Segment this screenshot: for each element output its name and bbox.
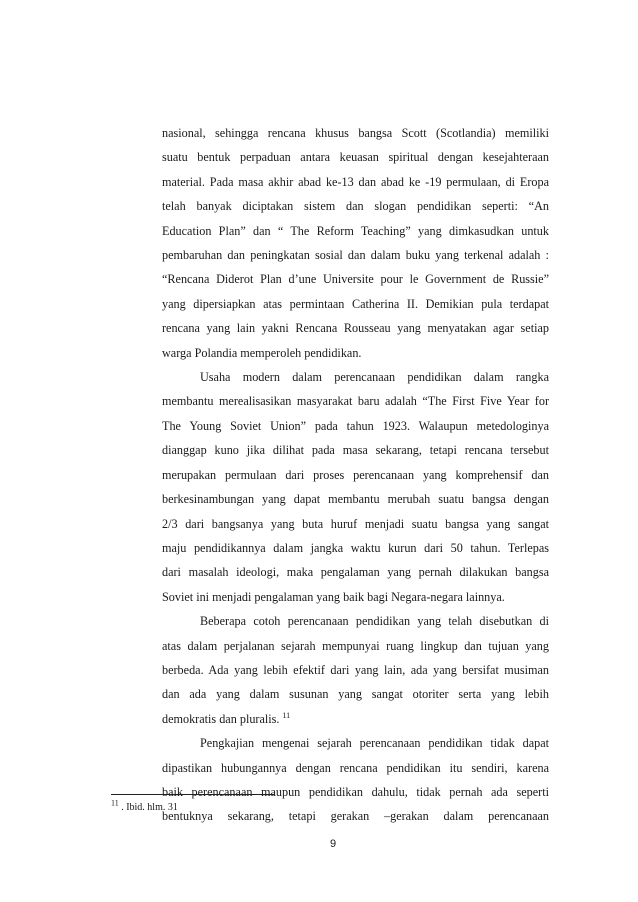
body-text <box>162 121 549 829</box>
text-line: dan ada yang dalam susunan yang sangat otoriter serta yang lebih <box>162 687 549 702</box>
paragraph-1 <box>162 121 549 365</box>
footnote-divider <box>111 794 275 795</box>
text-line: merupakan permulaan dari proses perencanaan yang komprehensif dan <box>162 467 549 482</box>
text-line: Usaha modern dalam perencanaan pendidikan dalam rangka <box>200 370 549 385</box>
text-line: dipastikan hubungannya dengan rencana pendidikan itu sendiri, karena <box>162 760 549 775</box>
text-line: 2/3 dari bangsanya yang buta huruf menjadi suatu bangsa yang sangat <box>162 516 549 531</box>
text-line: atas dalam perjalanan sejarah mempunyai ruang lingkup dan tujuan yang <box>162 638 549 653</box>
footnote-text: . Ibid. hlm. 31 <box>121 802 178 813</box>
page-number: 9 <box>329 838 337 850</box>
text-line: suatu bentuk perpaduan antara keuasan spiritual dengan kesejahteraan <box>162 150 549 165</box>
text-line: Pengkajian mengenai sejarah perencanaan pendidikan tidak dapat <box>200 736 549 751</box>
text-line: berbeda. Ada yang lebih efektif dari yang lain, ada yang bersifat musiman <box>162 662 549 677</box>
text-line: rencana yang lain yakni Rencana Rousseau yang menyatakan agar setiap <box>162 321 549 336</box>
text-line: warga Polandia memperoleh pendidikan. <box>162 345 362 360</box>
text-line: “Rencana Diderot Plan d’une Universite pour le Government de Russie” <box>162 272 549 287</box>
footnote-number: 11 <box>111 798 119 808</box>
text-line <box>162 707 549 731</box>
text-line: bentuknya sekarang, tetapi gerakan –gerakan dalam perencanaan <box>162 809 549 824</box>
text-line: Soviet ini menjadi pengalaman yang baik bagi Negara-negara lainnya. <box>162 589 505 604</box>
footnote-reference[interactable]: 11 <box>282 710 291 720</box>
paragraph-2 <box>162 365 549 609</box>
text-line: yang dipersiapkan atas permintaan Catherina II. Demikian pula terdapat <box>162 296 549 311</box>
text-line: Beberapa cotoh perencanaan pendidikan yang telah disebutkan di <box>200 614 549 629</box>
text-line: berkesinambungan yang dapat membantu merubah suatu bangsa dengan <box>162 492 549 507</box>
text-line: dianggap kuno jika dilihat pada masa sekarang, tetapi rencana tersebut <box>162 443 549 458</box>
text-line: Education Plan” dan “ The Reform Teaching” yang dimkasudkan untuk <box>162 223 549 238</box>
text-line: The Young Soviet Union” pada tahun 1923. Walaupun metedologinya <box>162 418 549 433</box>
text-line: material. Pada masa akhir abad ke-13 dan abad ke -19 permulaan, di Eropa <box>162 174 549 189</box>
text-line: membantu merealisasikan masyarakat baru adalah “The First Five Year for <box>162 394 549 409</box>
text-line: baik perencanaan maupun pendidikan dahulu, tidak pernah ada seperti <box>162 784 549 799</box>
footnote <box>111 798 178 814</box>
text-line: dari masalah ideologi, maka pengalaman yang pernah dilakukan bangsa <box>162 565 549 580</box>
text-line: nasional, sehingga rencana khusus bangsa Scott (Scotlandia) memiliki <box>162 126 549 140</box>
text-line: maju pendidikannya dalam jangka waktu kurun dari 50 tahun. Terlepas <box>162 540 549 555</box>
text-line: telah banyak diciptakan sistem dan slogan pendidikan seperti: “An <box>162 199 549 214</box>
text-line: pembaruhan dan peningkatan sosial dan dalam buku yang terkenal adalah : <box>162 248 549 263</box>
paragraph-4 <box>162 731 549 829</box>
paragraph-3 <box>162 609 549 731</box>
text-line-content: demokratis dan pluralis. <box>162 711 280 726</box>
